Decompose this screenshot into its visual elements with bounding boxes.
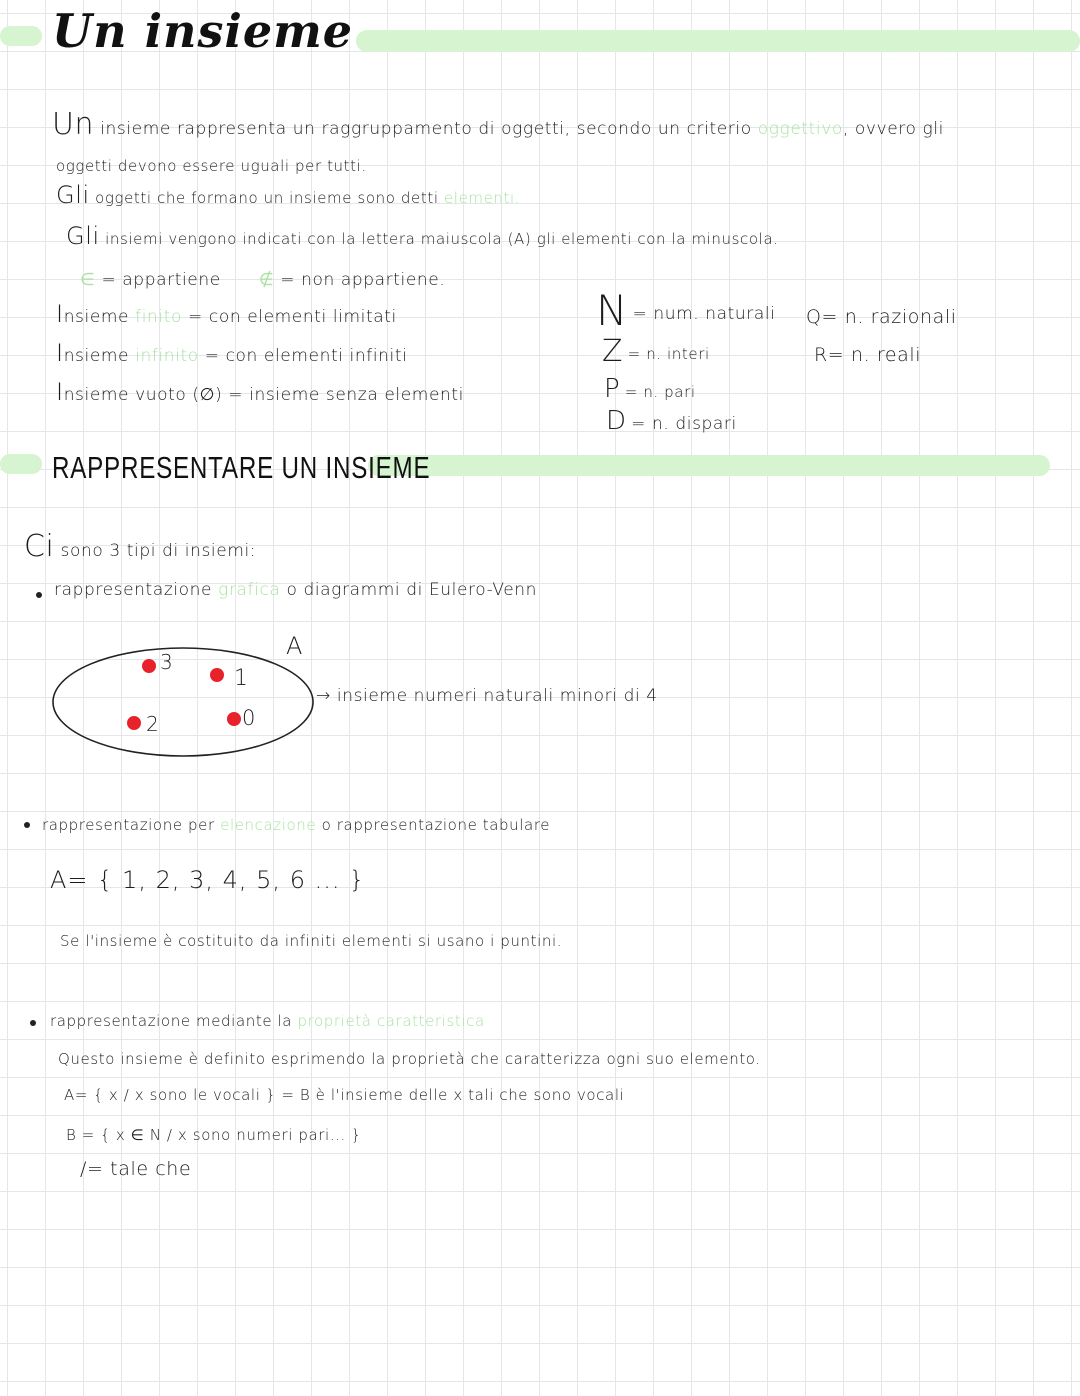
type-2-green: elencazione xyxy=(220,816,317,834)
def-infinite-word: nsieme xyxy=(63,346,130,366)
set-N-desc: = num. naturali xyxy=(632,304,776,324)
set-Z-letter: Z xyxy=(602,334,623,369)
belongs-text: = appartiene xyxy=(101,270,221,290)
intro-green-word: oggettivo xyxy=(757,119,843,139)
venn-dot-2 xyxy=(127,716,141,730)
venn-element-3: 3 xyxy=(160,650,173,674)
type-1-line xyxy=(54,580,537,600)
types-intro-text: sono 3 tipi di insiemi: xyxy=(60,541,257,561)
type-3-line xyxy=(50,1012,485,1030)
type-1-rest: o diagrammi di Eulero-Venn xyxy=(286,580,538,600)
intro-cap: Un xyxy=(52,107,95,142)
venn-element-2: 2 xyxy=(146,712,159,736)
type-3-line-2: A= { x / x sono le vocali } = B è l'insieme delle x tali che sono vocali xyxy=(64,1086,625,1104)
venn-dot-1 xyxy=(210,668,224,682)
type-3-line-3: B = { x ∈ N / x sono numeri pari... } xyxy=(66,1126,362,1144)
intro-line-2: oggetti devono essere uguali per tutti. xyxy=(56,157,367,175)
set-D-letter: D xyxy=(606,406,627,436)
symbols-line xyxy=(80,270,445,290)
intro-line-4-cap: Gli xyxy=(66,222,100,250)
section-heading: RAPPRESENTARE UN INSIEME xyxy=(52,450,431,485)
venn-caption: insieme numeri naturali minori di 4 xyxy=(336,686,658,706)
def-infinite xyxy=(56,341,407,366)
bullet-2 xyxy=(24,822,30,828)
venn-dot-3 xyxy=(142,659,156,673)
type-3-line-4: /= tale che xyxy=(80,1158,192,1180)
bullet-3 xyxy=(30,1020,36,1026)
type-3-green: proprietà caratteristica xyxy=(297,1012,485,1030)
venn-element-0: 0 xyxy=(242,706,256,730)
set-N xyxy=(596,286,776,335)
type-2-line xyxy=(42,816,550,834)
heading-highlight-right xyxy=(368,455,1050,476)
type-2-note: Se l'insieme è costituito da infiniti elementi si usano i puntini. xyxy=(60,932,563,950)
set-Q: Q= n. razionali xyxy=(806,306,957,328)
venn-diagram xyxy=(50,634,350,760)
def-finite xyxy=(56,302,397,327)
venn-set-label: A xyxy=(286,632,303,660)
set-D-desc: = n. dispari xyxy=(631,414,737,434)
def-finite-rest: = con elementi limitati xyxy=(188,307,397,327)
set-R: R= n. reali xyxy=(814,344,922,366)
page-title: Un insieme xyxy=(52,4,354,58)
set-Z xyxy=(602,334,710,369)
venn-element-1: 1 xyxy=(234,666,248,691)
set-P xyxy=(604,374,696,404)
type-3-line-1: Questo insieme è definito esprimendo la proprietà che caratterizza ogni suo elemento. xyxy=(58,1050,761,1068)
intro-line-4-text: insiemi vengono indicati con la lettera maiuscola (A) gli elementi con la minuscola. xyxy=(105,230,779,248)
intro-line-1-end: , ovvero gli xyxy=(842,119,944,139)
not-belongs-symbol: ∉ xyxy=(258,270,275,290)
arrow-right-icon: → xyxy=(316,686,331,706)
set-P-desc: = n. pari xyxy=(624,383,696,401)
def-empty-cap: I xyxy=(56,378,64,406)
def-empty-text: nsieme vuoto (∅) = insieme senza elementi xyxy=(63,385,464,405)
bullet-1 xyxy=(36,592,42,598)
type-2-text: rappresentazione per xyxy=(42,816,215,834)
types-intro xyxy=(24,529,257,564)
type-2-example: A= { 1, 2, 3, 4, 5, 6 ... } xyxy=(50,866,366,894)
intro-line-3-green: elementi. xyxy=(443,189,521,207)
title-highlight-left xyxy=(0,26,42,46)
intro-line-3-text: oggetti che formano un insieme sono detti xyxy=(95,189,439,207)
heading-highlight-left xyxy=(0,454,42,474)
def-finite-green: finito xyxy=(135,307,183,327)
def-empty xyxy=(56,380,464,405)
belongs-symbol: ∈ xyxy=(80,270,96,290)
intro-line-1 xyxy=(52,107,944,142)
set-Z-desc: = n. interi xyxy=(627,345,710,363)
type-1-green: grafica xyxy=(218,580,281,600)
set-N-letter: N xyxy=(596,286,628,335)
set-D xyxy=(606,406,737,436)
def-infinite-green: infinito xyxy=(135,346,199,366)
type-1-text: rappresentazione xyxy=(54,580,213,600)
type-2-rest: o rappresentazione tabulare xyxy=(321,816,551,834)
intro-line-3-cap: Gli xyxy=(56,181,90,209)
intro-line-4 xyxy=(66,224,779,248)
venn-caption-line xyxy=(316,686,658,706)
set-P-letter: P xyxy=(604,374,620,404)
types-intro-cap: Ci xyxy=(24,529,55,564)
venn-dot-0 xyxy=(227,712,241,726)
venn-ellipse xyxy=(53,648,313,756)
def-finite-cap: I xyxy=(56,300,64,328)
intro-line-1-text: insieme rappresenta un raggruppamento di oggetti, secondo un criterio xyxy=(100,119,752,139)
intro-line-3 xyxy=(56,183,520,207)
title-highlight-right xyxy=(356,30,1080,52)
not-belongs-text: = non appartiene. xyxy=(280,270,446,290)
def-finite-word: nsieme xyxy=(63,307,130,327)
def-infinite-cap: I xyxy=(56,339,64,367)
type-3-text: rappresentazione mediante la xyxy=(50,1012,293,1030)
def-infinite-rest: = con elementi infiniti xyxy=(204,346,408,366)
